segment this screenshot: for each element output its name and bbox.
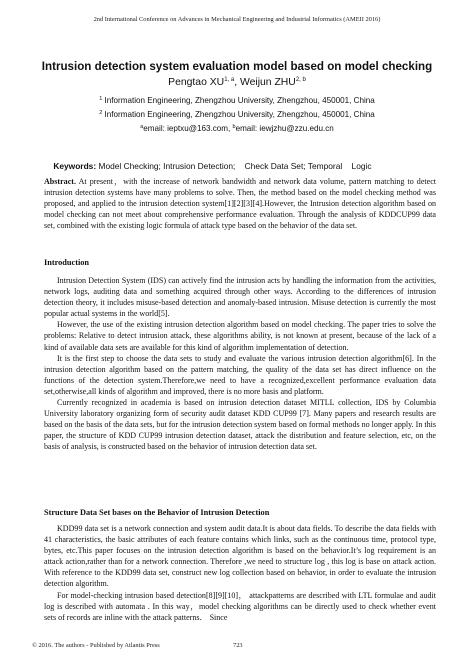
intro-paragraph: However, the use of the existing intrusion detection algorithm based on model checking. The paper tries to solve the problems: Relative to detect intrusion attack, these algorithms ability, is not known at present, because of the lack of a kind of available data sets are available for this kind of algorithm implementation of detection. (44, 320, 436, 352)
keywords-label: Keywords: (53, 161, 97, 171)
page-footer (32, 642, 442, 649)
author-2-superscript: 2, b (295, 77, 306, 83)
structure-heading: Structure Data Set bases on the Behavior of Intrusion Detection (44, 508, 270, 517)
author-1-superscript: 1, a (224, 77, 235, 83)
abstract-text: At present，with the increase of network bandwidth and network data volume, pattern matching to detect intrusion detection systems have many problems to solve. Then, the method based on the model checking method was proposed, and applied to the intrusion detection system[1][2][3][4].However, the Intrusion detection algorithm based on model checking can not meet about comprehensive performance evaluation. Through the analysis of KDDCUP99 data set, combined with the existing logic formula of attack type based on the behavior of the data set. (44, 177, 436, 231)
intro-paragraph: Intrusion Detection System (IDS) can actively find the intrusion acts by handling the information from the activities, network logs, auditing data and something acquired through other ways. According to the differences of intrusion detection theory, it includes misuse-based detection and anomaly-based intrusion. Misuse detection is currently the most popular actual systems in the world[5]. (44, 276, 436, 319)
author-separator: , (234, 77, 240, 88)
affiliation-1-superscript: 1 (99, 96, 103, 102)
abstract (44, 176, 436, 231)
structure-body (44, 523, 436, 623)
intro-paragraph: It is the first step to choose the data sets to study and evaluate the various intrusion detection algorithm[6]. In the intrusion detection algorithm based on the pattern matching, the quality of the data set has direct influence on the functions of the detection system.Therefore,we need to have a recognized,excellent performance evaluation data set,otherwise,all kinds of algorithm and improved, there is no more basis and platform. (44, 353, 436, 396)
email-b: email: iewjzhu@zzu.edu.cn (235, 124, 334, 133)
affiliation-2-superscript: 2 (99, 110, 103, 116)
email-b-superscript: b (232, 124, 236, 130)
keywords-text: Model Checking; Intrusion Detection; Check Data Set; Temporal Logic (96, 161, 372, 171)
author-2: Weijun ZHU (240, 77, 296, 88)
author-line (0, 77, 474, 88)
introduction-body (44, 275, 436, 453)
affiliation-2 (0, 110, 474, 119)
paper-title: Intrusion detection system evaluation model based on model checking (41, 60, 433, 73)
copyright-notice: © 2016. The authors - Published by Atlantis Press (32, 642, 160, 649)
email-a-superscript: a (140, 124, 144, 130)
introduction-heading: Introduction (44, 258, 90, 267)
conference-header: 2nd International Conference on Advances in Mechanical Engineering and Industrial Informatics (AMEII 2016) (93, 16, 381, 23)
affiliation-1 (0, 96, 474, 105)
author-1: Pengtao XU (168, 77, 225, 88)
structure-paragraph: KDD99 data set is a network connection and system audit data.It is about data fields. To describe the data fields with 41 characteristics, the basic attributes of each feature contains which links, such as the continuous time, protocol type, bytes, etc.This paper focuses on the intrusion detection algorithm is based on the behavior.It’s log requirement is an attack action,rather than for a network connection. Therefore ,we need to structure log , this log is base on attack action. With reference to the KDD99 data set, construct new log collection based on behavior, in order to evaluate the intrusion detection algorithm. (44, 524, 436, 589)
page-number: 723 (233, 642, 243, 649)
email-a: email: ieptxu@163.com, (143, 124, 233, 133)
structure-paragraph: For model-checking intrusion based detection[8][9][10]， attackpatterns are described with LTL formulae and audit log is described with automata . In this way，model checking algorithms can be directly used to check whether event sets of records are inline with the attack patterns． Since (44, 590, 436, 622)
affiliation-1-text: Information Engineering, Zhengzhou University, Zhengzhou, 450001, China (102, 96, 375, 105)
intro-paragraph: Currently recognized in academia is based on intrusion detection dataset MITLL collection, IDS by Columbia University laboratory organizing form of security audit dataset KDD CUP99 [7]. Many papers and research results are based on the basis of the data sets, but for the intrusion detection system based on formal methods no longer apply. In this paper, the structure of KDD CUP99 intrusion detection dataset, attack the distribution and feature selection, etc, on the basis of analysis, is constructed based on the behavior of intrusion detection data set. (44, 398, 436, 452)
affiliation-2-text: Information Engineering, Zhengzhou University, Zhengzhou, 450001, China (102, 110, 375, 119)
abstract-label: Abstract. (44, 177, 76, 186)
email-line (0, 124, 474, 133)
